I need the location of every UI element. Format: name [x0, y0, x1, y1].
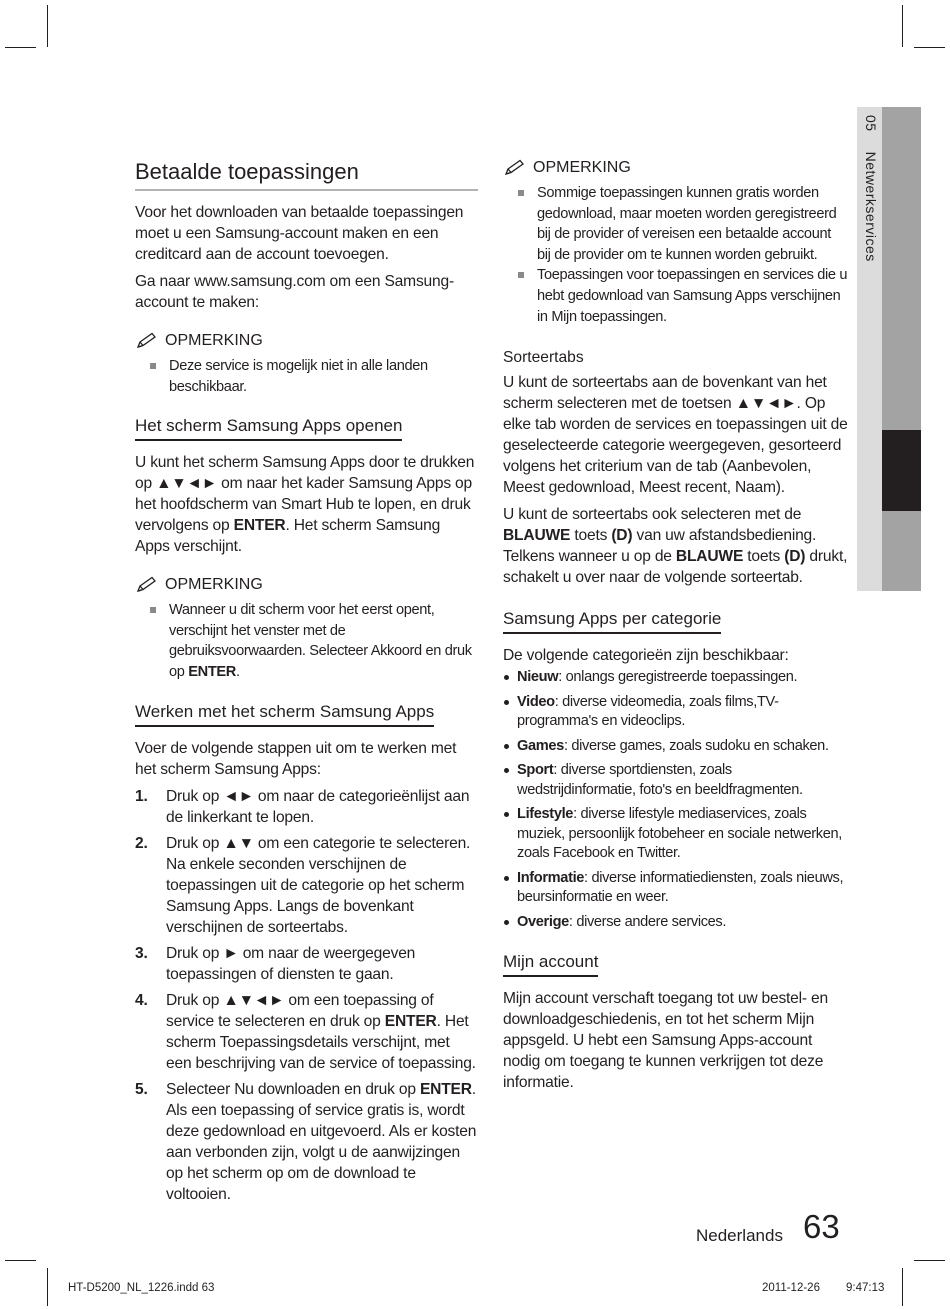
text-span: Selecteer Nu downloaden en druk op — [166, 1080, 420, 1098]
step-number: 1. — [135, 787, 148, 805]
step-number: 5. — [135, 1080, 148, 1098]
category-name: Nieuw — [517, 669, 559, 686]
category-name: Games — [517, 737, 564, 754]
section-paragraph: U kunt de sorteertabs aan de bovenkant van het scherm selecteren met de toetsen ▲▼◄►. Op elke tab worden de services en toepassingen uit de geselecteerde categorie weergegeven, gesorteerd volgens het criterium van de tab (Aanbevolen, Meest gedownload, Meest recent, Naam). — [503, 374, 848, 497]
section-paragraph — [135, 452, 478, 557]
category-item — [503, 737, 848, 757]
crop-mark — [5, 47, 36, 48]
slug-time: 9:47:13 — [846, 1282, 885, 1294]
steps-list — [135, 786, 478, 1205]
category-desc: : diverse informatiediensten, zoals nieuws, beursinformatie en weer. — [517, 869, 844, 906]
note-heading — [503, 158, 848, 178]
chapter-number: 05 — [863, 115, 879, 132]
note-heading — [135, 331, 478, 351]
step-item — [135, 990, 478, 1074]
page-number: 63 — [803, 1208, 840, 1245]
bold-text: ENTER — [384, 1012, 437, 1030]
intro-paragraph: Ga naar www.samsung.com om een Samsung-account te maken: — [135, 273, 454, 311]
category-desc: : diverse andere services. — [568, 913, 727, 930]
step-item — [135, 943, 478, 985]
category-desc: : diverse lifestyle mediaservices, zoals muziek, persoonlijk fotobeheer en sociale netwerken, zoals Facebook en Twitter. — [517, 806, 842, 862]
text-span: Druk op ▲▼◄► om een toepassing of service te selecteren en druk op — [166, 991, 434, 1030]
step-number: 2. — [135, 834, 148, 852]
text-span: U kunt het scherm Samsung Apps door te drukken op ▲▼◄► om naar het kader Samsung Apps op het hoofdscherm van Smart Hub te lopen, en druk vervolgens op — [135, 454, 475, 535]
chapter-tab-dark — [882, 107, 921, 591]
chapter-label — [863, 115, 879, 262]
crop-mark — [5, 1260, 36, 1261]
section-paragraph: De volgende categorieën zijn beschikbaar: — [503, 647, 789, 665]
bold-text: ENTER — [233, 517, 286, 535]
category-name: Lifestyle — [517, 806, 574, 823]
crop-mark — [914, 47, 945, 48]
text-span: toets — [570, 527, 612, 545]
chapter-tab-marker — [882, 430, 921, 511]
category-item — [503, 761, 848, 800]
category-name: Video — [517, 693, 555, 710]
section-heading: Mijn account — [503, 951, 598, 977]
section-heading: Samsung Apps per categorie — [503, 608, 721, 634]
step-number: 3. — [135, 944, 148, 962]
text-span: U kunt de sorteertabs ook selecteren met de — [503, 506, 802, 524]
text-span: . Het scherm Toepassingsdetails verschijnt, met een beschrijving van de service of toepassing. — [166, 1012, 476, 1072]
crop-mark — [902, 1268, 903, 1306]
bold-text: ENTER — [419, 1080, 472, 1098]
category-item — [503, 693, 848, 732]
category-desc: : diverse videomedia, zoals films,TV-programma's en videoclips. — [517, 693, 779, 730]
pencil-icon — [503, 159, 529, 177]
slug-date: 2011-12-26 — [762, 1282, 820, 1294]
crop-mark — [47, 1268, 48, 1306]
bold-text: BLAUWE — [675, 548, 744, 566]
left-column — [135, 158, 478, 1210]
note-item: Toepassingen voor toepassingen en services die u hebt gedownload van Samsung Apps verschijnen in Mijn toepassingen. — [503, 265, 848, 327]
note-list — [503, 183, 848, 327]
text-span: . Als een toepassing of service gratis is, wordt deze gedownload en uitgevoerd. Als er kosten aan verbonden zijn, volgt u de aanwijzingen op het scherm op om de download te voltooien. — [166, 1080, 477, 1203]
slug-file: HT-D5200_NL_1226.indd 63 — [68, 1282, 215, 1294]
bold-text: ENTER — [188, 663, 236, 680]
text-span: drukt, schakelt u over naar de volgende sorteertab. — [503, 548, 848, 587]
note-list — [135, 356, 478, 397]
category-name: Overige — [517, 913, 569, 930]
category-name: Sport — [517, 762, 554, 779]
category-list — [503, 668, 848, 932]
category-name: Informatie — [517, 869, 585, 886]
pencil-icon — [135, 576, 161, 594]
section-paragraph — [503, 504, 848, 588]
note-label: OPMERKING — [165, 332, 263, 349]
crop-mark — [47, 5, 48, 47]
text-span: Druk op ► om naar de weergegeven toepassingen of diensten te gaan. — [166, 944, 416, 983]
section-paragraph: Mijn account verschaft toegang tot uw bestel- en downloadgeschiedenis, en tot het scherm Mijn appsgeld. U hebt een Samsung Apps-account nodig om toegang te kunnen verkrijgen tot deze informatie. — [503, 990, 828, 1092]
step-item — [135, 833, 478, 938]
text-span: Wanneer u dit scherm voor het eerst opent, verschijnt het venster met de gebruiksvoorwaarden. Selecteer Akkoord en druk op — [169, 602, 472, 680]
note-label: OPMERKING — [533, 159, 631, 176]
text-span: toets — [743, 548, 785, 566]
chapter-title: Netwerkservices — [863, 151, 879, 262]
subsection-heading: Sorteertabs — [503, 349, 584, 367]
step-number: 4. — [135, 991, 148, 1009]
category-desc: : onlangs geregistreerde toepassingen. — [558, 669, 798, 686]
note-item: Sommige toepassingen kunnen gratis worden gedownload, maar moeten worden geregistreerd bij de provider of vereisen een betaalde account bij de provider om te kunnen worden gebruikt. — [503, 183, 848, 265]
note-item — [135, 600, 478, 682]
bold-text: BLAUWE — [503, 527, 571, 545]
text-span: Druk op ▲▼ om een categorie te selecteren. Na enkele seconden verschijnen de toepassingen uit de categorie op het scherm Samsung Apps. Langs de bovenkant verschijnen de sorteertabs. — [166, 834, 471, 936]
page-title: Betaalde toepassingen — [135, 158, 478, 191]
footer-language: Nederlands — [696, 1226, 783, 1245]
step-item — [135, 1079, 478, 1205]
right-column — [503, 158, 848, 1099]
note-heading — [135, 575, 478, 595]
note-item: Deze service is mogelijk niet in alle landen beschikbaar. — [135, 356, 478, 397]
section-paragraph: Voer de volgende stappen uit om te werken met het scherm Samsung Apps: — [135, 739, 457, 778]
category-desc: : diverse games, zoals sudoku en schaken. — [563, 737, 829, 754]
note-list — [135, 600, 478, 682]
section-heading: Werken met het scherm Samsung Apps — [135, 701, 434, 727]
text-span: . Het scherm Samsung Apps verschijnt. — [135, 517, 441, 556]
section-heading: Het scherm Samsung Apps openen — [135, 415, 402, 441]
bold-text: (D) — [611, 527, 633, 545]
category-desc: : diverse sportdiensten, zoals wedstrijdinformatie, foto's en beeldfragmenten. — [517, 762, 803, 798]
category-item — [503, 668, 848, 688]
category-item — [503, 869, 848, 908]
note-label: OPMERKING — [165, 576, 263, 594]
pencil-icon — [135, 332, 161, 350]
category-item — [503, 913, 848, 933]
text-span: van uw afstandsbediening. Telkens wanneer u op de — [503, 527, 817, 566]
crop-mark — [914, 1260, 945, 1261]
text-span: . — [235, 663, 240, 680]
bold-text: (D) — [784, 548, 806, 566]
category-item — [503, 805, 848, 864]
step-item — [135, 786, 478, 828]
text-span: Druk op ◄► om naar de categorieënlijst aan de linkerkant te lopen. — [166, 787, 470, 826]
crop-mark — [902, 5, 903, 47]
intro-paragraph: Voor het downloaden van betaalde toepassingen moet u een Samsung-account maken en een creditcard aan de account toevoegen. — [135, 204, 464, 263]
